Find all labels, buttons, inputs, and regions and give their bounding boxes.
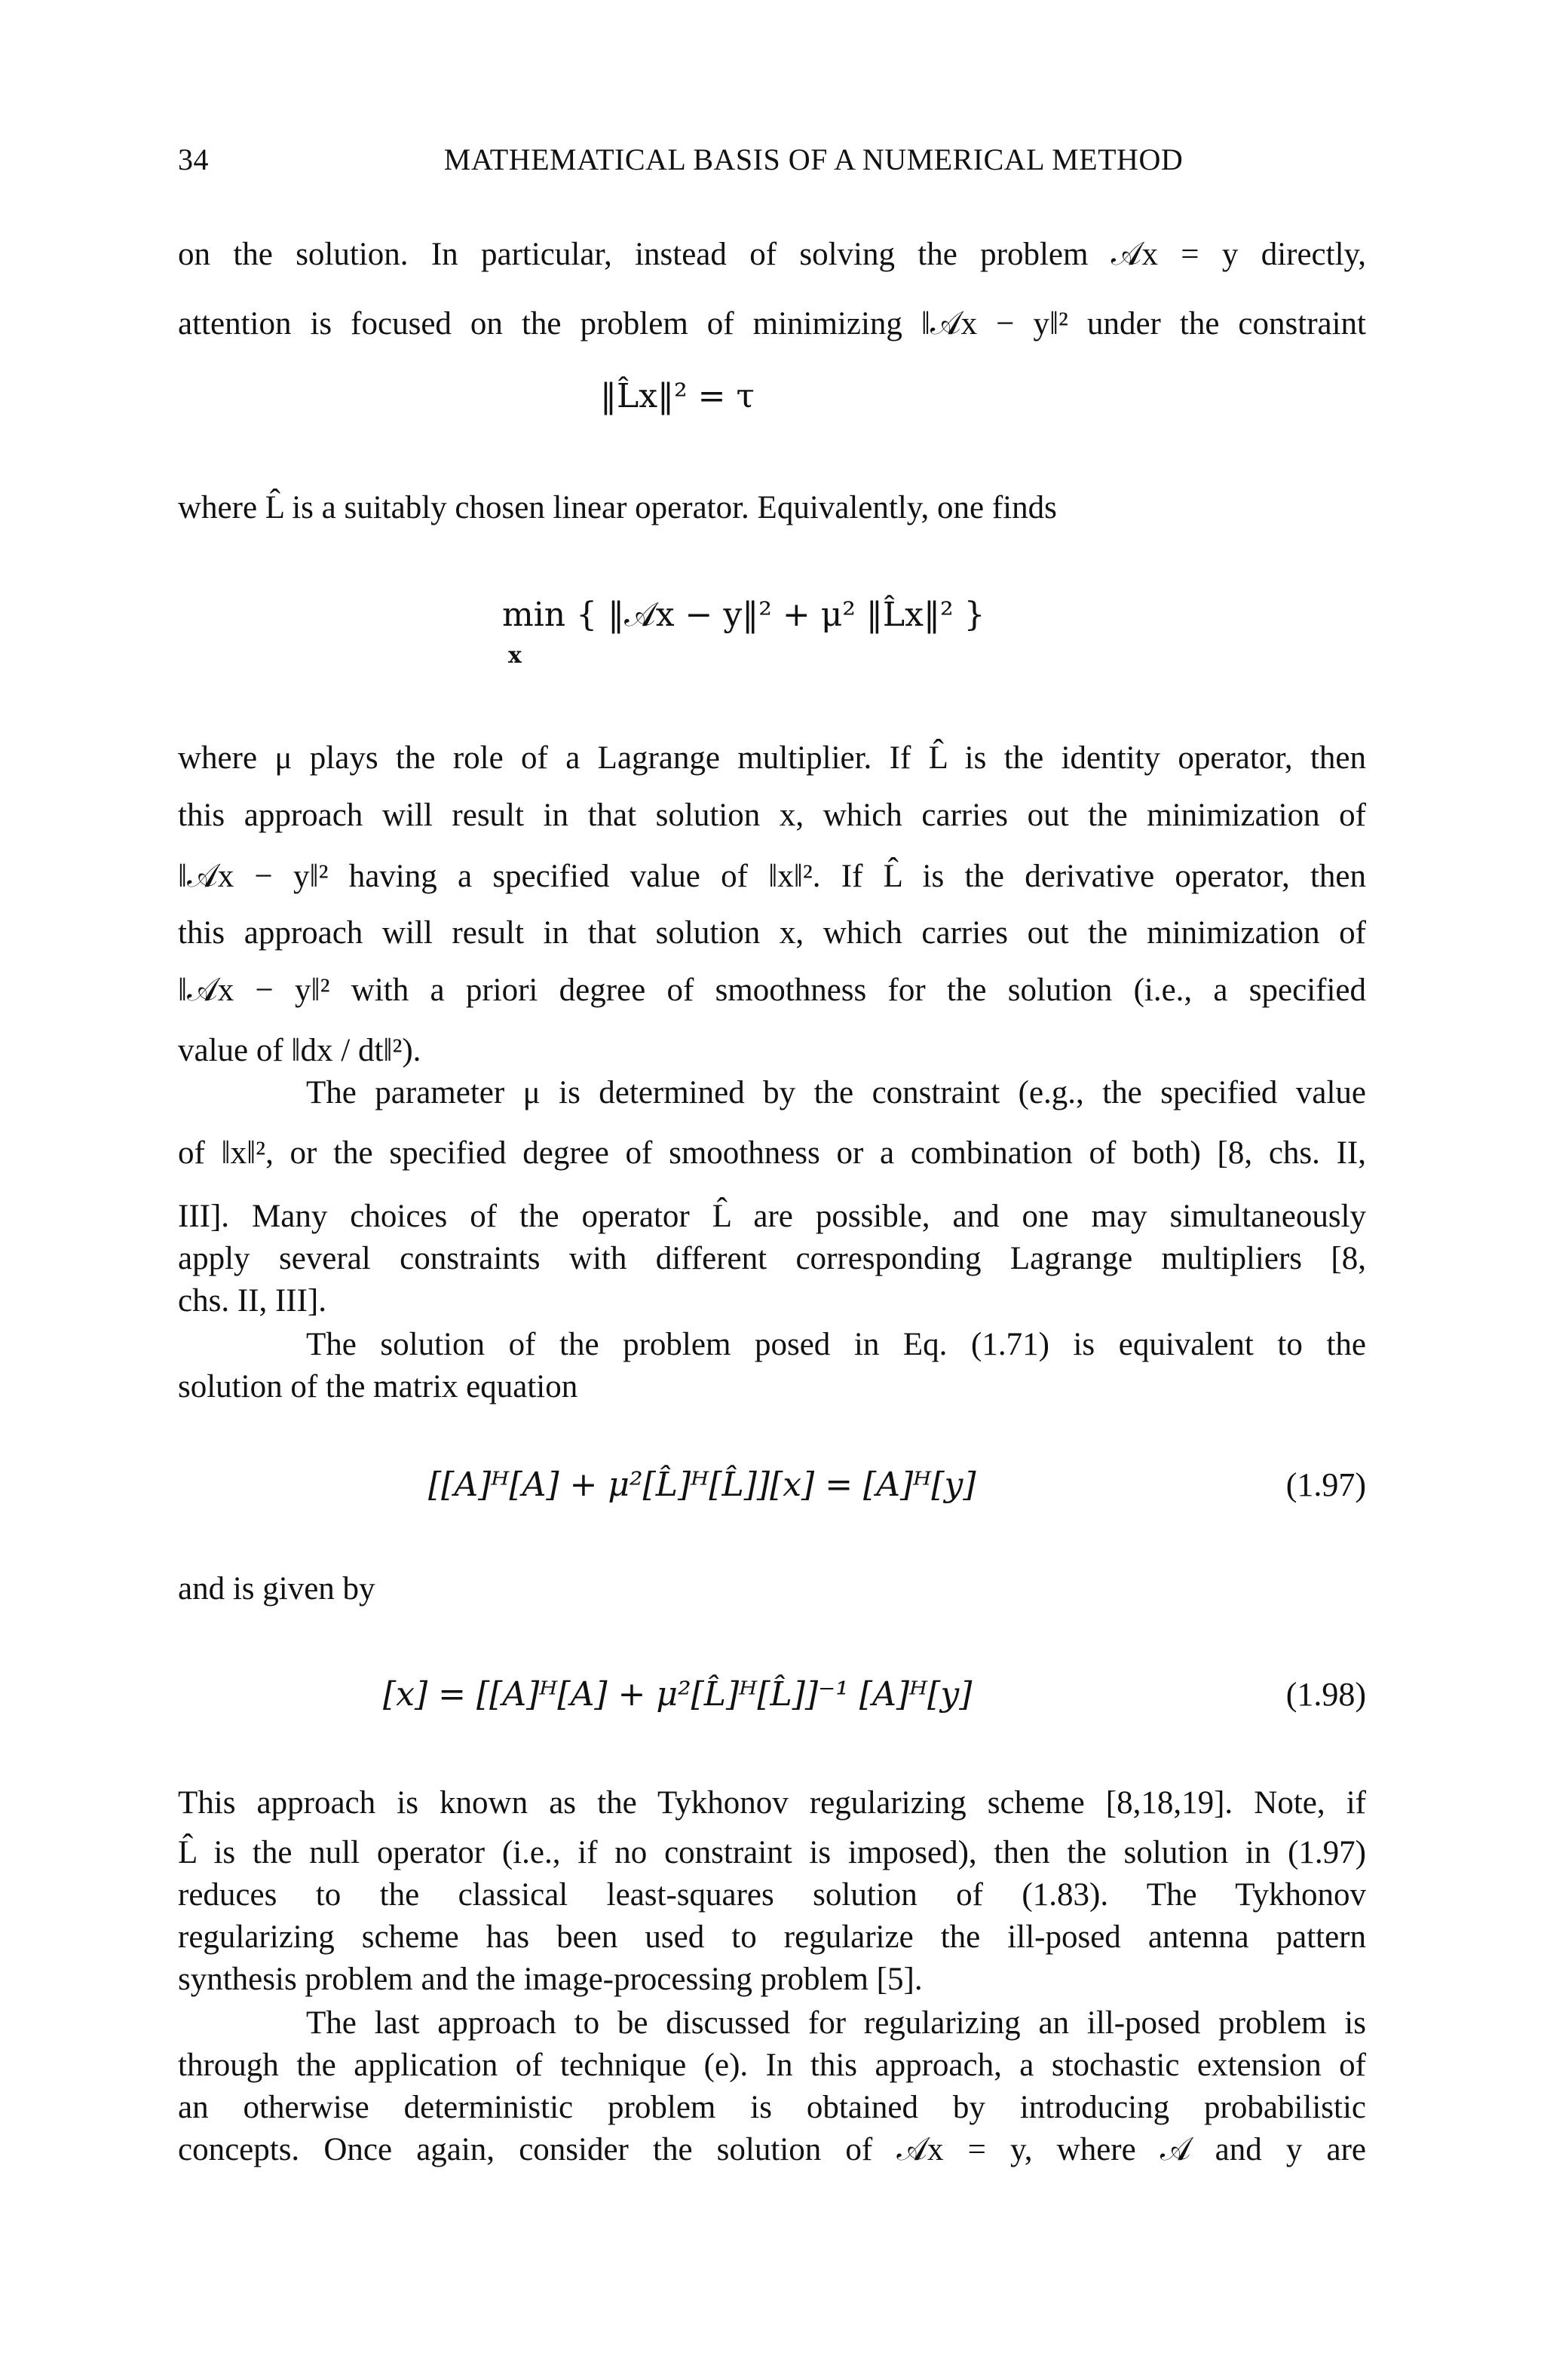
paragraph-4-line-4: apply several constraints with different corresponding Lagrange multipliers [8, [178,1241,1366,1276]
paragraph-3-line-4: this approach will result in that solution x, which carries out the minimization of [178,915,1366,951]
minimization-subscript: x [508,642,522,669]
paragraph-4-line-2: of ‖x‖², or the specified degree of smoothness or a combination of both) [8, chs. II, [178,1135,1366,1171]
paragraph-8-line-1: The last approach to be discussed for regularizing an ill-posed problem is [306,2005,1366,2041]
running-title: MATHEMATICAL BASIS OF A NUMERICAL METHOD [443,142,1184,176]
constraint-expression: ‖L̂x‖² = τ [600,377,755,415]
equation-1-98 [178,1675,1366,1743]
paragraph-4-line-1: The parameter μ is determined by the constraint (e.g., the specified value [306,1075,1366,1110]
minimization-expression: min { ‖𝒜x − y‖² + μ² ‖L̂x‖² } [502,596,985,634]
constraint-equation [178,377,1366,445]
paragraph-7-line-2: L̂ is the null operator (i.e., if no constraint is imposed), then the solution in (1.97) [178,1835,1366,1870]
equation-1-98-number: (1.98) [1285,1676,1366,1713]
equation-1-98-expression: [x] = [[A]ᴴ[A] + μ²[L̂]ᴴ[L̂]]⁻¹ [A]ᴴ[y] [383,1675,973,1714]
paragraph-3-line-6: value of ‖dx / dt‖²). [178,1033,421,1068]
paragraph-4-line-5: chs. II, III]. [178,1283,326,1319]
paragraph-3-line-2: this approach will result in that solution x, which carries out the minimization of [178,798,1366,833]
paragraph-1-line-1: on the solution. In particular, instead of solving the problem 𝒜x = y directly, [178,237,1366,272]
paragraph-7-line-5: synthesis problem and the image-processing problem [5]. [178,1962,923,1997]
minimization-equation [178,596,1366,669]
paragraph-8-line-4: concepts. Once again, consider the solution of 𝒜x = y, where 𝒜 and y are [178,2132,1366,2167]
page-number: 34 [178,142,209,176]
page-header [178,142,1366,187]
paragraph-7-line-3: reduces to the classical least-squares solution of (1.83). The Tykhonov [178,1877,1366,1913]
paragraph-3-line-5: ‖𝒜x − y‖² with a priori degree of smoothness for the solution (i.e., a specified [178,973,1366,1008]
equation-1-97-number: (1.97) [1285,1466,1366,1503]
equation-1-97 [178,1466,1366,1533]
paragraph-3-line-1: where μ plays the role of a Lagrange multiplier. If L̂ is the identity operator, then [178,740,1366,776]
paragraph-5-line-1: The solution of the problem posed in Eq. (1.71) is equivalent to the [306,1327,1366,1362]
paragraph-4-line-3: III]. Many choices of the operator L̂ are possible, and one may simultaneously [178,1199,1366,1234]
paragraph-8-line-2: through the application of technique (e). In this approach, a stochastic extension of [178,2048,1366,2083]
paragraph-8-line-3: an otherwise deterministic problem is obtained by introducing probabilistic [178,2090,1366,2125]
paragraph-1-line-2: attention is focused on the problem of minimizing ‖𝒜x − y‖² under the constraint [178,306,1366,342]
paragraph-6: and is given by [178,1571,375,1607]
paragraph-3-line-3: ‖𝒜x − y‖² having a specified value of ‖x‖². If L̂ is the derivative operator, then [178,859,1366,894]
paragraph-5-line-2: solution of the matrix equation [178,1369,578,1404]
paragraph-7-line-4: regularizing scheme has been used to regularize the ill-posed antenna pattern [178,1919,1366,1955]
paragraph-7-line-1: This approach is known as the Tykhonov regularizing scheme [8,18,19]. Note, if [178,1785,1366,1821]
equation-1-97-expression: [[A]ᴴ[A] + μ²[L̂]ᴴ[L̂]][x] = [A]ᴴ[y] [428,1466,976,1504]
paragraph-2: where L̂ is a suitably chosen linear operator. Equivalently, one finds [178,490,1057,525]
